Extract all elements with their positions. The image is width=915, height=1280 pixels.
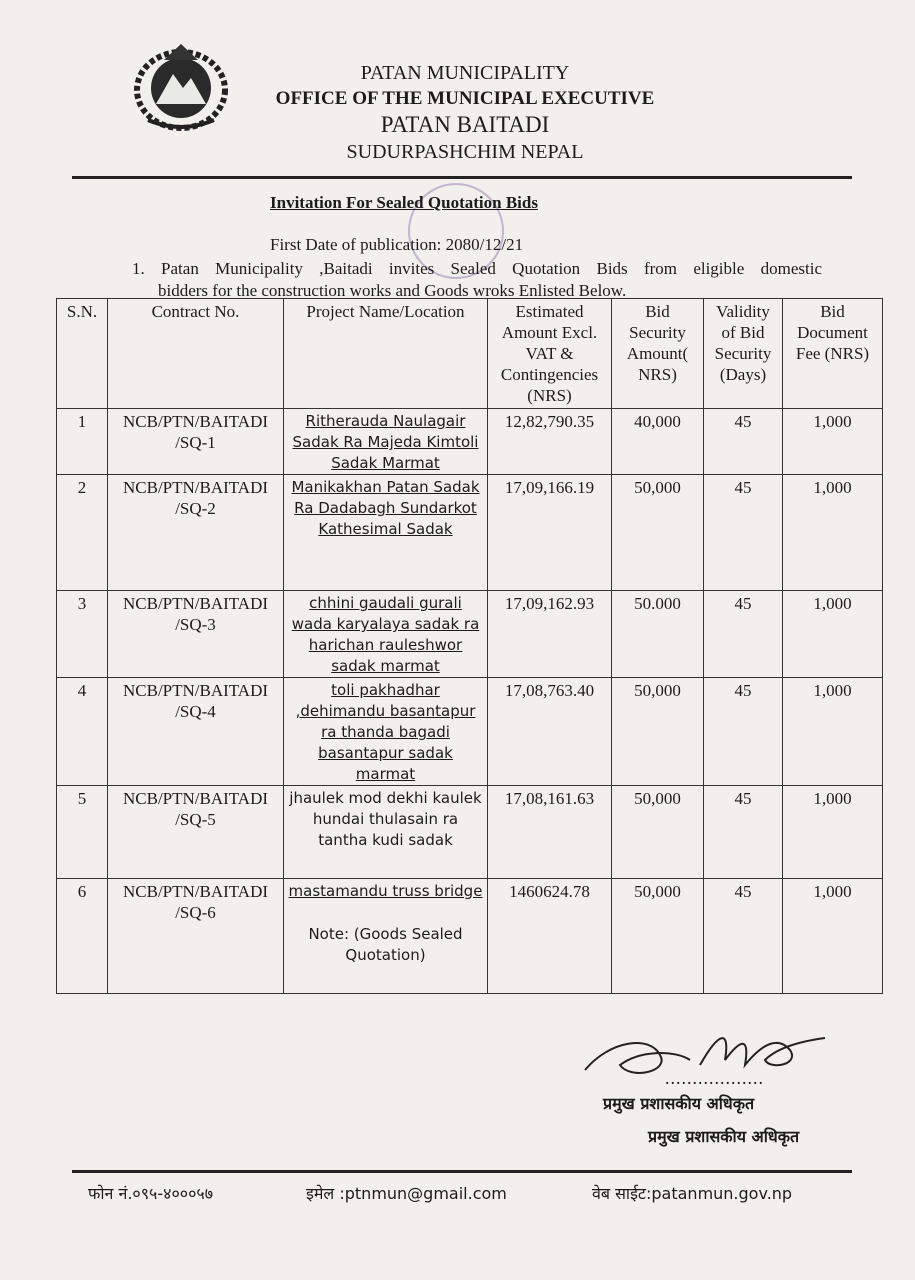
cell-contract: NCB/PTN/BAITADI /SQ-5 [108, 786, 284, 879]
cell-estimate: 1460624.78 [488, 879, 612, 994]
cell-fee: 1,000 [783, 409, 883, 475]
cell-estimate: 17,08,161.63 [488, 786, 612, 879]
cell-estimate: 12,82,790.35 [488, 409, 612, 475]
footer-divider [72, 1170, 852, 1173]
column-header-project: Project Name/Location [284, 299, 488, 409]
cell-contract: NCB/PTN/BAITADI /SQ-2 [108, 475, 284, 591]
cell-contract: NCB/PTN/BAITADI /SQ-3 [108, 591, 284, 678]
column-header-fee: Bid Document Fee (NRS) [783, 299, 883, 409]
column-header-security: Bid Security Amount( NRS) [612, 299, 704, 409]
cell-security: 50,000 [612, 786, 704, 879]
invitation-paragraph [132, 258, 822, 302]
paragraph-line: bidders for the construction works and Goods wroks Enlisted Below. [158, 281, 627, 300]
table-row [57, 409, 883, 475]
cell-contract: NCB/PTN/BAITADI /SQ-6 [108, 879, 284, 994]
cell-sn: 6 [57, 879, 108, 994]
nepal-emblem-icon [128, 38, 234, 134]
cell-contract: NCB/PTN/BAITADI /SQ-4 [108, 678, 284, 786]
table-row [57, 678, 883, 786]
column-header-contract: Contract No. [108, 299, 284, 409]
location-name: PATAN BAITADI [380, 112, 550, 137]
table-row [57, 879, 883, 994]
cell-security: 50,000 [612, 879, 704, 994]
cell-fee: 1,000 [783, 591, 883, 678]
footer-email: इमेल :ptnmun@gmail.com [306, 1184, 507, 1203]
cell-estimate: 17,09,162.93 [488, 591, 612, 678]
cell-validity: 45 [704, 475, 783, 591]
cell-fee: 1,000 [783, 475, 883, 591]
goods-note: Note: (Goods Sealed Quotation) [308, 925, 463, 964]
table-header-row [57, 299, 883, 409]
cell-sn: 5 [57, 786, 108, 879]
cell-project: chhini gaudali gurali wada karyalaya sadak ra harichan rauleshwor sadak marmat [284, 591, 488, 678]
municipality-name: PATAN MUNICIPALITY [360, 62, 570, 84]
cell-sn: 2 [57, 475, 108, 591]
cell-fee: 1,000 [783, 786, 883, 879]
signatory-stamp: प्रमुख प्रशासकीय अधिकृत [648, 1127, 800, 1146]
cell-project [284, 879, 488, 994]
signatory-title: प्रमुख प्रशासकीय अधिकृत [603, 1094, 755, 1113]
cell-validity: 45 [704, 879, 783, 994]
cell-estimate: 17,08,763.40 [488, 678, 612, 786]
cell-sn: 1 [57, 409, 108, 475]
table-row [57, 786, 883, 879]
column-header-validity: Validity of Bid Security (Days) [704, 299, 783, 409]
cell-estimate: 17,09,166.19 [488, 475, 612, 591]
cell-validity: 45 [704, 591, 783, 678]
cell-project: Manikakhan Patan Sadak Ra Dadabagh Sundarkot Kathesimal Sadak [284, 475, 488, 591]
cell-validity: 45 [704, 409, 783, 475]
cell-sn: 3 [57, 591, 108, 678]
paragraph-line: 1. Patan Municipality ,Baitadi invites Sealed Quotation Bids from eligible domestic [132, 259, 822, 278]
cell-security: 40,000 [612, 409, 704, 475]
office-name: OFFICE OF THE MUNICIPAL EXECUTIVE [275, 88, 655, 109]
cell-validity: 45 [704, 786, 783, 879]
bids-table [56, 298, 883, 994]
cell-security: 50,000 [612, 475, 704, 591]
footer-website: वेब साईट:patanmun.gov.np [592, 1184, 793, 1203]
cell-fee: 1,000 [783, 879, 883, 994]
cell-security: 50.000 [612, 591, 704, 678]
column-header-estimate: Estimated Amount Excl. VAT & Contingencies (NRS) [488, 299, 612, 409]
publication-date: First Date of publication: 2080/12/21 [270, 235, 524, 254]
province-name: SUDURPASHCHIM NEPAL [346, 141, 584, 163]
cell-security: 50,000 [612, 678, 704, 786]
cell-contract: NCB/PTN/BAITADI /SQ-1 [108, 409, 284, 475]
cell-project: jhaulek mod dekhi kaulek hundai thulasain ra tantha kudi sadak [284, 786, 488, 879]
cell-fee: 1,000 [783, 678, 883, 786]
notice-title: Invitation For Sealed Quotation Bids [270, 193, 538, 212]
table-row [57, 475, 883, 591]
table-row [57, 591, 883, 678]
cell-project: toli pakhadhar ,dehimandu basantapur ra thanda bagadi basantapur sadak marmat [284, 678, 488, 786]
project-name: mastamandu truss bridge [288, 882, 483, 900]
cell-sn: 4 [57, 678, 108, 786]
signature-line: .................. [665, 1068, 764, 1088]
header-divider [72, 176, 852, 179]
column-header-sn: S.N. [57, 299, 108, 409]
cell-validity: 45 [704, 678, 783, 786]
footer-phone: फोन नं.०९५-४०००५७ [88, 1184, 214, 1203]
cell-project: Ritherauda Naulagair Sadak Ra Majeda Kimtoli Sadak Marmat [284, 409, 488, 475]
